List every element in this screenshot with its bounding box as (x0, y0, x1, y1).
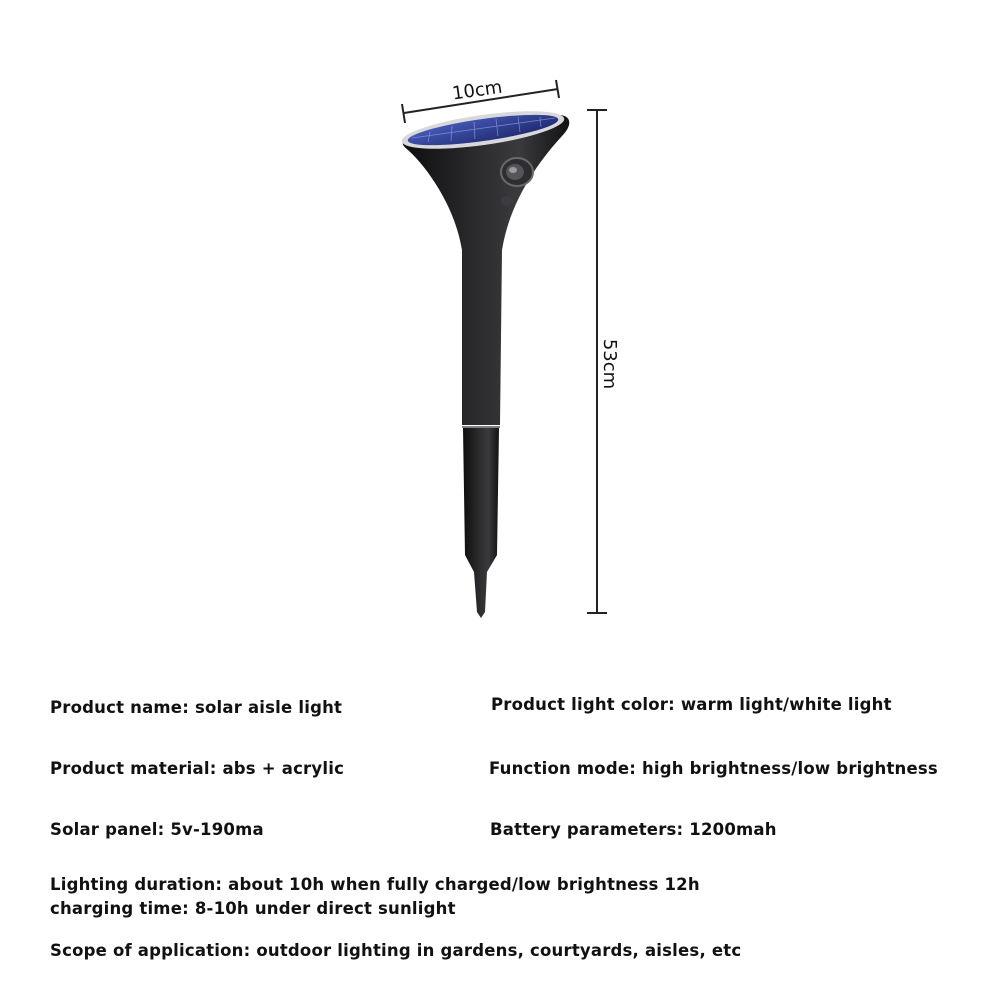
solar-aisle-light (400, 104, 570, 618)
spec-material: Product material: abs + acrylic (50, 759, 345, 778)
spec-battery: Battery parameters: 1200mah (490, 820, 777, 839)
width-label: 10cm (450, 76, 504, 105)
motion-sensor (501, 158, 533, 186)
spec-scope: Scope of application: outdoor lighting in gardens, courtyards, aisles, etc (50, 941, 742, 960)
spec-function-mode: Function mode: high brightness/low brightness (489, 759, 938, 778)
spec-light-color: Product light color: warm light/white light (491, 695, 892, 714)
spec-product-name: Product name: solar aisle light (50, 698, 343, 717)
spec-lighting-duration: Lighting duration: about 10h when fully charged/low brightness 12h (50, 875, 700, 894)
light-sensor (501, 196, 513, 206)
spec-solar-panel: Solar panel: 5v-190ma (50, 820, 264, 839)
spec-charging-time: charging time: 8-10h under direct sunlight (50, 899, 456, 918)
height-label: 53cm (599, 338, 620, 390)
